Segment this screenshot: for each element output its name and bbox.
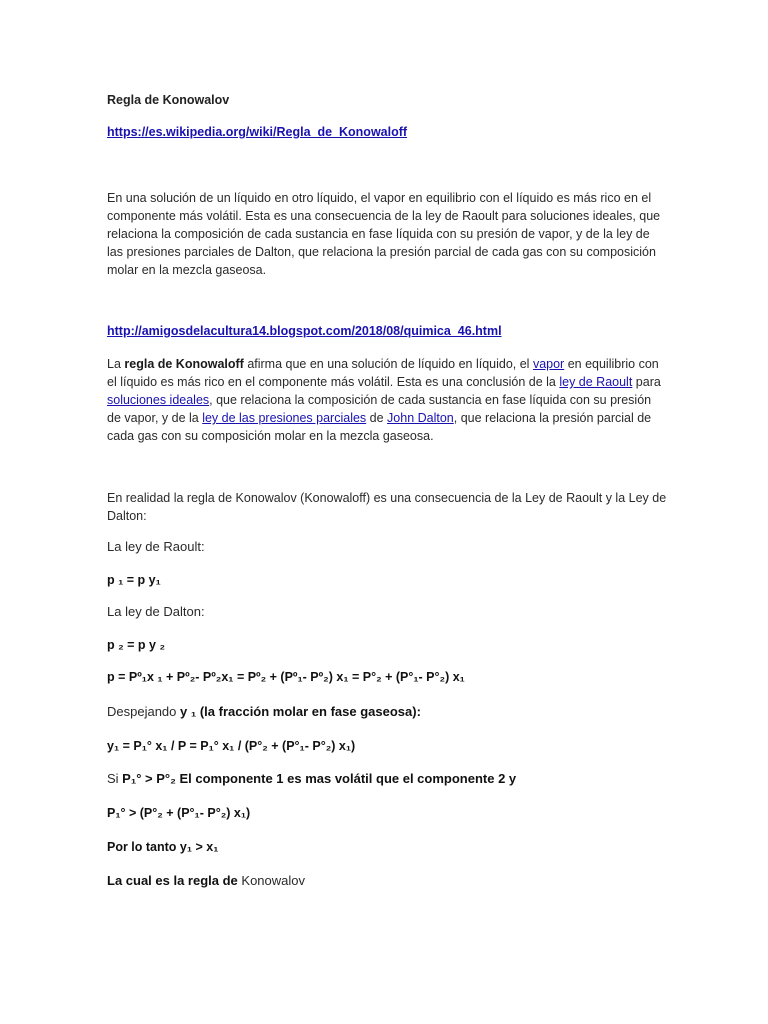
dalton-label: La ley de Dalton: [107,604,205,619]
equation-dalton: p ₂ = p y ₂ [107,638,165,652]
final-line [107,873,305,888]
paragraph-konowaloff [107,355,667,445]
equation-inequality: P₁° > (P°₂ + (P°₁- P°₂) x₁) [107,806,251,820]
equation-y1: y₁ = P₁° x₁ / P = P₁° x₁ / (P°₂ + (P°₁- P°₂) x₁) [107,739,356,753]
soluciones-ideales-link[interactable]: soluciones ideales [107,393,210,407]
raoult-label: La ley de Raoult: [107,539,205,554]
p2-text: en equilibrio con el líquido es más rico en el componente más volátil. Esta es una conclusión de la [107,357,659,389]
paragraph-realidad: En realidad la regla de Konowalov (Konowaloff) es una consecuencia de la Ley de Raoult y la Ley de Dalton: [107,491,667,523]
equation-total-pressure: p = Pº₁x ₁ + Pº₂- Pº₂x₁ = Pº₂ + (Pº₁- Pº₂) x₁ = P°₂ + (P°₁- P°₂) x₁ [107,670,465,684]
si-prefix: Si [107,771,123,786]
ley-de-raoult-link[interactable]: ley de Raoult [559,375,633,389]
si-bold: P₁° > P°₂ El componente 1 es mas volátil que el componente 2 y [122,771,517,786]
presiones-parciales-link[interactable]: ley de las presiones parciales [202,411,367,425]
equation-conclusion: Por lo tanto y₁ > x₁ [107,840,219,854]
blogspot-link[interactable]: http://amigosdelacultura14.blogspot.com/2018/08/quimica_46.html [107,324,502,338]
si-line [107,771,516,786]
despejando-bold: y ₁ (la fracción molar en fase gaseosa): [180,704,421,719]
p2-text: de [366,411,388,425]
final-text: Konowalov [237,873,306,888]
p2-text: afirma que en una solución de líquido en líquido, el [243,357,533,371]
equation-raoult: p ₁ = p y₁ [107,573,161,587]
john-dalton-link[interactable]: John Dalton [387,411,454,425]
final-bold: La cual es la regla de [107,873,238,888]
vapor-link[interactable]: vapor [532,357,565,371]
despejando-line [107,704,421,719]
p2-text: , que relaciona la presión parcial de cada gas con su composición molar en la mezcla gaseosa. [107,411,652,443]
despejando-prefix: Despejando [107,704,180,719]
p2-text: La [107,357,125,371]
p2-text: , que relaciona la composición de cada sustancia en fase líquida con su presión de vapor, y de la [107,393,652,425]
document-title: Regla de Konowalov [107,93,230,107]
p2-text: para [632,375,661,389]
p2-bold: regla de Konowaloff [124,357,244,371]
paragraph-intro: En una solución de un líquido en otro líquido, el vapor en equilibrio con el líquido es más rico en el componente más volátil. Esta es una consecuencia de la ley de Raoult para soluciones ideales, que relaciona la composición de cada sustancia en fase líquida con su presión de vapor, y de la ley de las presiones parciales de Dalton, que relaciona la presión parcial de cada gas con su composición molar en la mezcla gaseosa. [107,191,661,277]
wikipedia-link[interactable]: https://es.wikipedia.org/wiki/Regla_de_Konowaloff [107,125,408,139]
